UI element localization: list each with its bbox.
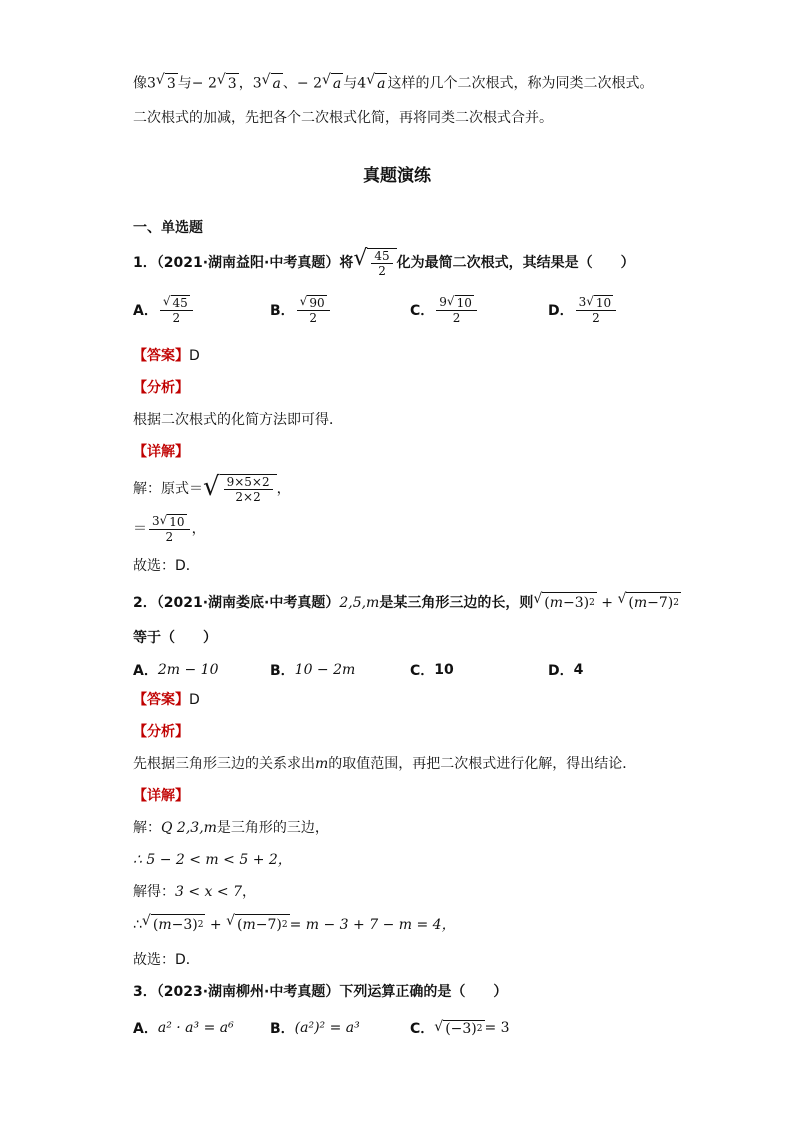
radical-3: √ 3 — [155, 72, 176, 92]
q3-option-a[interactable]: A． a² · a³ = a⁶ — [133, 1020, 234, 1037]
q2-option-b[interactable]: B． 10 − 2m — [270, 662, 356, 679]
q1-solution-2: ＝ 3 √ 10 2 ， — [133, 513, 206, 544]
q1-solution-1: 解：原式＝ √ $\frac{9\times 5\times 2}{2\times 2}$ ， — [133, 472, 291, 504]
q3-option-c[interactable]: C． √ (−3) 2 = 3 — [410, 1018, 510, 1037]
intro-text: 与 — [343, 75, 358, 92]
q2-solution-2: ∴ 5 − 2 < m < 5 + 2， — [133, 852, 292, 868]
q2-detail-tag: 【详解】 — [133, 788, 189, 804]
q1-analysis-tag: 【分析】 — [133, 380, 189, 396]
section-title: 真题演练 — [363, 166, 431, 186]
radical-a: √ a — [366, 72, 386, 92]
q2-solution-4: ∴ √ ( m −3) 2 + √ ( m −7) 2 = m − 3 + 7 − m = 4， — [133, 913, 456, 933]
intro-line-1: 像3 √ 3 与− 2 √ 3 ，3 √ a 、− 2 √ a 与4 √ a 这样的几个二次根式，称为同类二次根式。 — [133, 72, 654, 92]
q2-option-c[interactable]: C． 10 — [410, 662, 454, 679]
part-heading: 一、单选题 — [133, 220, 203, 236]
q1-option-a[interactable]: A． √ 45 2 — [133, 295, 195, 325]
q2-solution-1: 解：Q 2,3,m是三角形的三边， — [133, 820, 329, 836]
q1-answer: 【答案】D — [133, 348, 200, 364]
q1-final: 故选：D． — [133, 558, 200, 574]
question-1-stem: 1．（2021·湖南益阳·中考真题）将 √ $\frac{45}{2}$ 化为最简二次根式，其结果是（ ） — [133, 246, 635, 278]
q2-analysis-tag: 【分析】 — [133, 724, 189, 740]
question-2-stem: 2．（2021·湖南娄底·中考真题） 2,5,m 是某三角形三边的长，则 √ ( m −3) 2 + √ ( m −7) 2 — [133, 591, 680, 611]
intro-text: 像 — [133, 75, 147, 92]
q2-answer: 【答案】D — [133, 692, 200, 708]
radical-3: √ 3 — [216, 72, 237, 92]
q2-solution-3: 解得：3 < x < 7， — [133, 884, 256, 900]
q1-option-c[interactable]: C． 9 √ 10 2 — [410, 295, 479, 325]
q3-option-b[interactable]: B． (a²)² = a³ — [270, 1020, 360, 1037]
intro-text: 这样的几个二次根式，称为同类二次根式。 — [387, 75, 654, 92]
intro-text: 、 — [282, 75, 297, 92]
question-3-stem: 3．（2023·湖南柳州·中考真题）下列运算正确的是（ ） — [133, 984, 508, 1000]
q2-option-d[interactable]: D． 4 — [548, 662, 584, 679]
q2-option-a[interactable]: A． 2m − 10 — [133, 662, 219, 679]
q1-detail-tag: 【详解】 — [133, 444, 189, 460]
q2-analysis: 先根据三角形三边的关系求出m的取值范围，再把二次根式进行化解，得出结论． — [133, 756, 637, 772]
intro-text: 与 — [177, 75, 192, 92]
intro-line-2: 二次根式的加减，先把各个二次根式化简，再将同类二次根式合并。 — [133, 110, 553, 126]
radical-a: √ a — [261, 72, 281, 92]
question-2-stem-line2: 等于（ ） — [133, 630, 217, 646]
radical-fraction: √ $\frac{45}{2}$ — [353, 248, 396, 278]
q1-option-b[interactable]: B． √ 90 2 — [270, 295, 332, 325]
q1-analysis: 根据二次根式的化简方法即可得． — [133, 412, 343, 428]
q2-final: 故选：D． — [133, 952, 200, 968]
intro-text: ， — [238, 75, 253, 92]
radical-a: √ a — [322, 72, 342, 92]
q1-option-d[interactable]: D． 3 √ 10 2 — [548, 295, 618, 325]
